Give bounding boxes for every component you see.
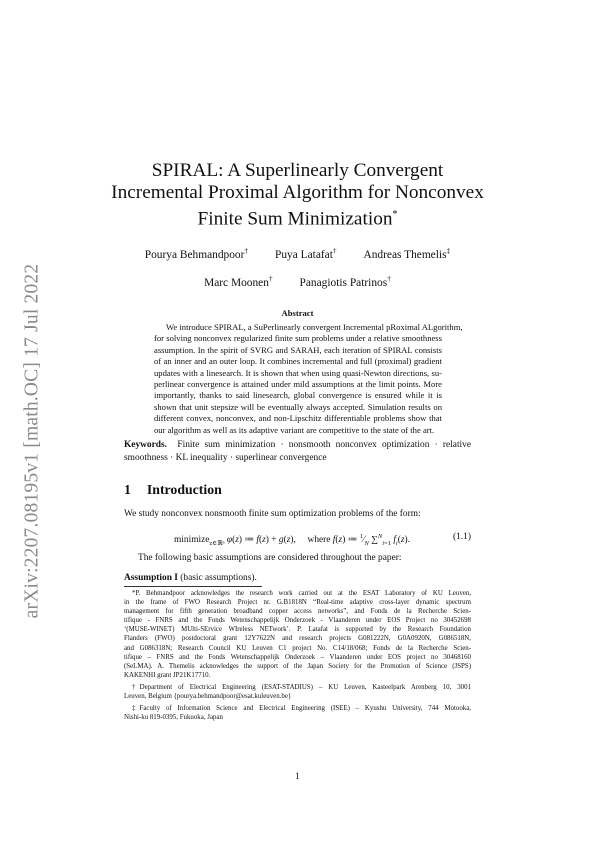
keywords-line-1 xyxy=(124,439,471,452)
keywords-block xyxy=(124,439,471,465)
footnote-divider xyxy=(124,586,262,587)
footnote-line: *P. Behmandpoor acknowledges the research work carried out at the ESAT Laboratory of KU Leuven, xyxy=(132,590,471,597)
author-row-1 xyxy=(80,239,515,267)
footnote-line: ‡Faculty of Information Science and Electrical Engineering (ISEE) – Kyushu University, 744 Motooka, xyxy=(132,705,471,713)
footnote-line: and G086318N; Research Council KU Leuven C1 project No. C14/18/068; Fonds de la Recherche Scien- xyxy=(124,644,471,652)
title-line-3 xyxy=(110,204,485,230)
abstract-heading: Abstract xyxy=(281,308,314,318)
section-heading-introduction xyxy=(124,482,222,498)
footnote-affiliation-kyushu xyxy=(124,704,471,722)
assumption-i xyxy=(124,572,257,584)
abstract-line: shown that unit stepsize will be eventually always accepted. Simulation results on xyxy=(154,401,442,412)
section-title: Introduction xyxy=(146,482,222,497)
abstract-body xyxy=(154,322,463,436)
author-name: Marc Moonen xyxy=(204,276,269,289)
intro-paragraph: We study nonconvex nonsmooth finite sum optimization problems of the form: xyxy=(124,509,421,519)
title-footnote-mark: * xyxy=(392,209,398,220)
author-latafat xyxy=(275,239,337,267)
author-affiliation-mark: † xyxy=(332,246,337,255)
author-name: Panagiotis Patrinos xyxy=(299,276,388,289)
author-affiliation-mark: † xyxy=(387,273,391,283)
assumptions-intro: The following basic assumptions are considered throughout the paper: xyxy=(138,553,402,563)
author-name: Andreas Themelis xyxy=(363,248,447,261)
abstract-line: different convex, nonconvex, and non-Lipschitz differentiable problems show that xyxy=(154,413,442,424)
footnote-line: KAKENHI grant JP21K17710. xyxy=(124,671,211,679)
keywords-text-1: Finite sum minimization · nonsmooth nonconvex optimization · relative xyxy=(177,440,472,450)
footnote-line: tifique - FNRS and the Fonds Wetenschappelijk Onderzoek - Vlaanderen under EOS Project no 30452698 xyxy=(124,617,471,625)
title-line-3-text: Finite Sum Minimization xyxy=(197,208,393,230)
arxiv-identifier-text: arXiv:2207.08195v1 [math.OC] 17 Jul 2022 xyxy=(21,263,43,619)
footnote-line: management for fifth generation broadband copper access networks”, and Fonds de la Recherche Scien- xyxy=(124,608,471,616)
equation-math: minimize$_{z\in ℝ^n}$ φ(z) ≔ f(z) + g(z), where f(z) ≔ $^1⁄_N$ ∑$^N_{i=1}$ $f_i(z)$. xyxy=(174,533,410,547)
footnote-line: tifique – FNRS and the Fonds Wetenschappelijk Onderzoek – Vlaanderen under EOS project no 30468160 xyxy=(124,653,471,661)
paper-title xyxy=(110,160,485,230)
equation-number: (1.1) xyxy=(453,532,471,542)
section-number: 1 xyxy=(124,482,131,497)
author-themelis xyxy=(364,239,451,267)
footnotes xyxy=(124,589,471,725)
author-name: Puya Latafat xyxy=(275,248,333,261)
author-affiliation-mark: ‡ xyxy=(446,246,451,255)
footnote-line: †Department of Electrical Engineering (ESAT-STADIUS) – KU Leuven, Kasteelpark Arenberg 10, 3001 xyxy=(132,683,471,691)
author-behmandpoor xyxy=(145,239,248,267)
author-affiliation-mark: † xyxy=(244,246,249,255)
page-number: 1 xyxy=(295,772,300,782)
footnote-line: Flanders (FWO) postdoctoral grant 12Y7622N and research projects G081222N, G0A0920N, G086518N, xyxy=(124,635,471,643)
abstract-line: perlinear convergence is attained under mild assumptions at the limit points. More xyxy=(154,379,442,390)
footnote-line: (SeLMA). A. Themelis acknowledges the support of the Japan Society for the Promotion of Science (JSPS) xyxy=(124,662,471,670)
abstract-line: importantly, thanks to said linesearch, global convergence is ensured while it is xyxy=(154,390,442,401)
assumption-text: (basic assumptions). xyxy=(180,573,257,583)
title-line-2: Incremental Proximal Algorithm for Nonconvex xyxy=(111,182,484,203)
keywords-line-2: smoothness · KL inequality · superlinear convergence xyxy=(124,453,327,463)
abstract-line: for solving nonconvex regularized finite sum problems under a relative smoothness xyxy=(154,333,442,344)
footnote-line: Nishi-ku 819-0395, Fukuoka, Japan xyxy=(124,714,223,722)
author-list xyxy=(80,239,515,295)
footnote-line: Leuven, Belgium {pourya.behmandpoor@esat.kuleuven.be} xyxy=(124,693,292,701)
footnote-line: in the frame of FWO Research Project nr. G.B1818N “Real-time adaptive cross-layer dynamic spectrum xyxy=(124,599,471,607)
author-patrinos xyxy=(300,267,391,295)
abstract-line: assumption. In the spirit of SVRG and SARAH, each iteration of SPIRAL consists xyxy=(154,344,442,355)
abstract-line: updates with a linesearch. It is shown that when using quasi-Newton directions, su- xyxy=(154,367,442,378)
abstract-line: our algorithm as well as its adaptive variant are competitive to the state of the art. xyxy=(154,424,435,435)
abstract-line: We introduce SPIRAL, a SuPerlinearly convergent Incremental pRoximal ALgorithm, xyxy=(166,322,463,332)
assumption-label: Assumption I xyxy=(124,573,178,583)
author-affiliation-mark: † xyxy=(268,273,273,283)
footnote-funding xyxy=(124,589,471,680)
keywords-label: Keywords. xyxy=(124,440,167,450)
author-moonen xyxy=(204,267,273,295)
abstract-line: of an inner and an outer loop. It combines incremental and full (proximal) gradient xyxy=(154,356,442,367)
footnote-line: ‘(MUSE-WINET) MUlti-SErvice WIreless NETwork’. P. Latafat is supported by the Research Foundation xyxy=(124,626,471,634)
title-line-1: SPIRAL: A Superlinearly Convergent xyxy=(151,160,444,181)
author-name: Pourya Behmandpoor xyxy=(144,248,245,261)
footnote-affiliation-kuleuven xyxy=(124,683,471,701)
author-row-2 xyxy=(80,267,515,295)
